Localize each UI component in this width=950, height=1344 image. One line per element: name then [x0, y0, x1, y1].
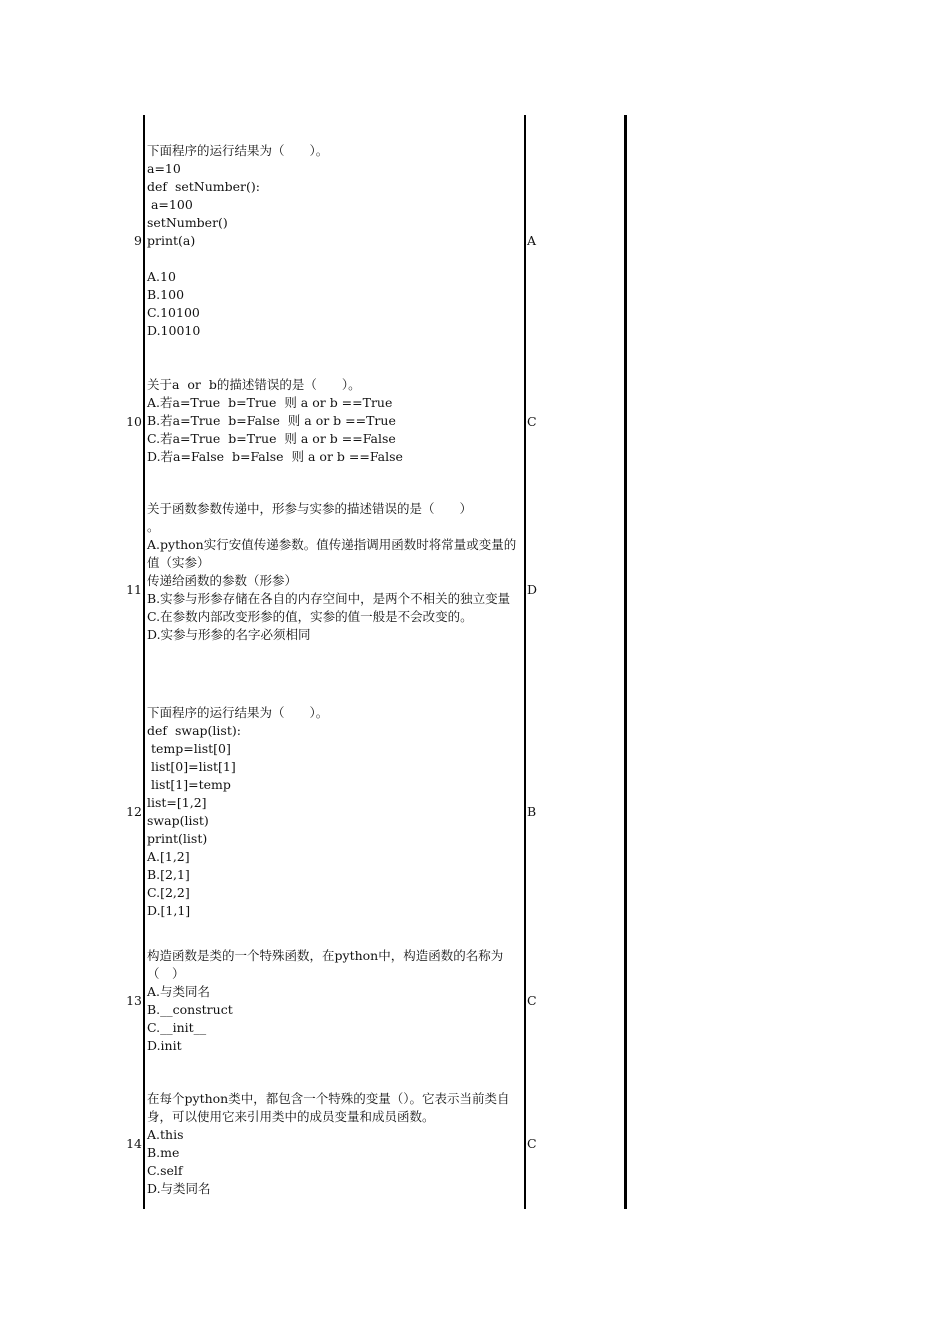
question-number: 13: [126, 993, 142, 1008]
column-divider-middle: [524, 115, 526, 1209]
question-text: 构造函数是类的一个特殊函数，在python中，构造函数的名称为（ ） A.与类同名 B.__construct C.__init__ D.init: [147, 948, 504, 1053]
answer-cell: A: [527, 233, 537, 248]
question-text: 关于a or b的描述错误的是（ ）。 A.若a=True b=True 则 a or b ==True B.若a=True b=False 则 a or b ==True C.若a=True b=True 则 a or b ==False D.若a=False b=False 则 a or b ==False: [147, 377, 403, 464]
question-text: 在每个python类中，都包含一个特殊的变量（）。它表示当前类自身，可以使用它来引用类中的成员变量和成员函数。 A.this B.me C.self D.与类同名: [147, 1091, 510, 1196]
question-text: 下面程序的运行结果为（ ）。 a=10 def setNumber(): a=100 setNumber() print(a) A.10 B.100 C.10100 D.10010: [147, 143, 329, 338]
answer-cell: C: [527, 993, 537, 1008]
answer-cell: B: [527, 804, 537, 819]
question-number: 9: [134, 233, 142, 248]
column-divider-right: [624, 115, 627, 1209]
question-number: 14: [126, 1136, 142, 1151]
question-text: 下面程序的运行结果为（ ）。 def swap(list): temp=list[0] list[0]=list[1] list[1]=temp list=[1,2] swap(list) print(list) A.[1,2] B.[2,1] C.[2,2] D.[1,1]: [147, 705, 329, 918]
answer-cell: C: [527, 414, 537, 429]
question-text: 关于函数参数传递中，形参与实参的描述错误的是（ ） 。 A.python实行安值传递参数。值传递指调用函数时将常量或变量的值（实参） 传递给函数的参数（形参） B.实参与形参存储在各自的内存空间中，是两个不相关的独立变量 C.在参数内部改变形参的值，实参的值一般是不会改变的。 D.实参与形参的名字必须相同: [147, 501, 517, 642]
column-divider-left: [143, 115, 145, 1209]
answer-cell: D: [527, 582, 538, 597]
question-number: 10: [126, 414, 142, 429]
answer-cell: C: [527, 1136, 537, 1151]
question-number: 11: [126, 582, 142, 597]
question-number: 12: [126, 804, 142, 819]
